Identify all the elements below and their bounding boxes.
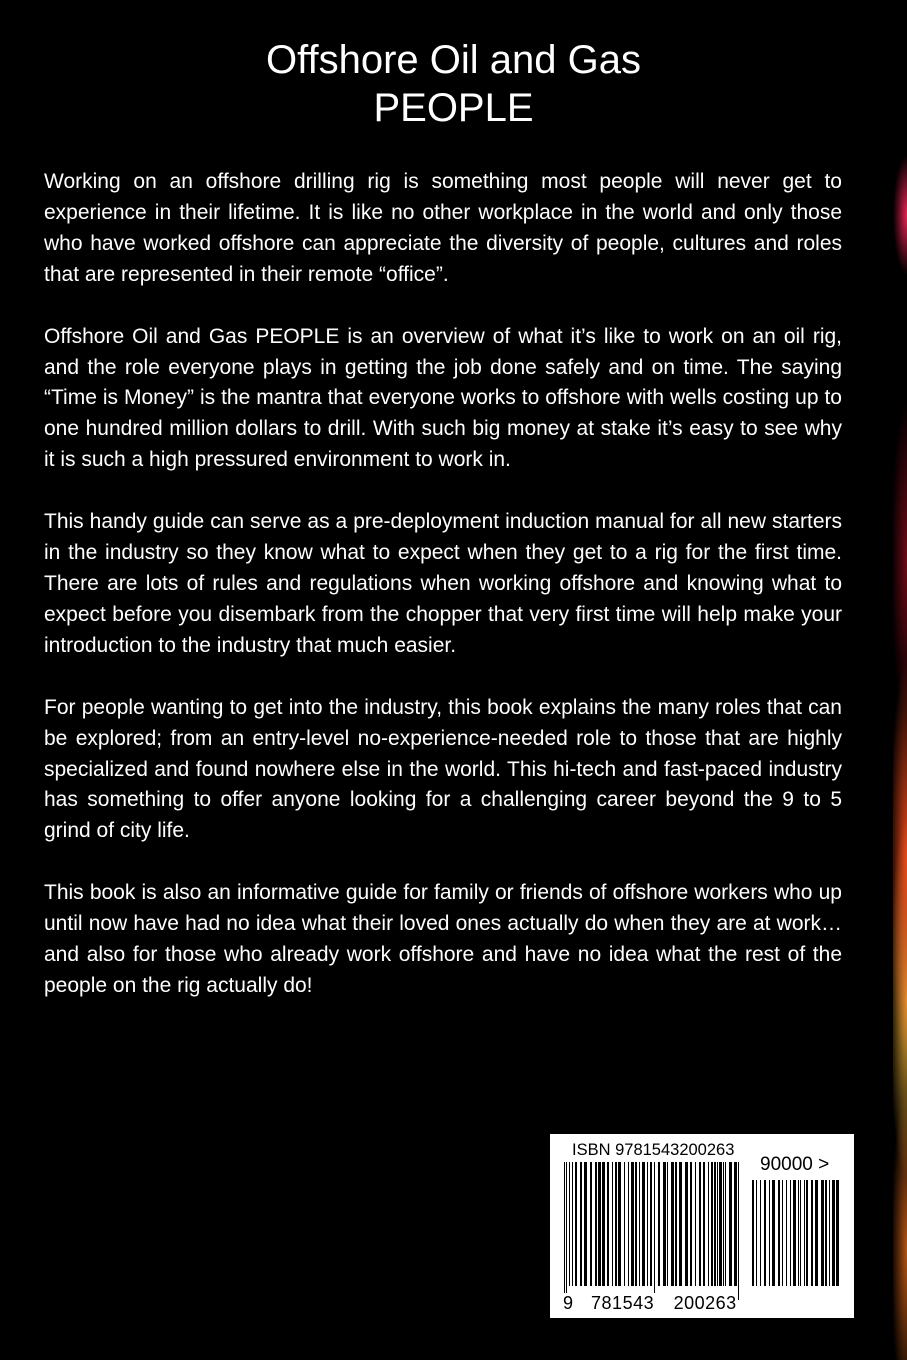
barcode-bar <box>778 1180 780 1286</box>
barcode-bar <box>815 1180 818 1286</box>
barcode-digits <box>562 1293 738 1314</box>
barcode-bar <box>790 1180 791 1286</box>
barcode-bar <box>714 1162 716 1286</box>
barcode-bar <box>772 1180 775 1286</box>
barcode-bar <box>703 1162 705 1286</box>
barcode-bar <box>756 1180 757 1286</box>
barcode-bar <box>580 1162 582 1286</box>
isbn-barcode <box>550 1134 854 1318</box>
isbn-label: ISBN 9781543200263 <box>572 1141 735 1159</box>
barcode-bar <box>628 1162 629 1286</box>
edge-glow-decoration <box>893 0 907 1360</box>
barcode-bar <box>639 1162 640 1286</box>
barcode-bar <box>667 1162 668 1286</box>
barcode-bar <box>615 1162 617 1286</box>
barcode-bar <box>782 1180 783 1286</box>
blurb <box>44 167 842 1033</box>
barcode-bar <box>564 1162 565 1300</box>
blurb-paragraph-1: Working on an offshore drilling rig is something most people will never get to experience in their lifetime. It is like no other workplace in the world and only those who have worked offshore can appreciate the diversity of people, cultures and roles that are represented in their remote “office”. <box>44 170 842 286</box>
barcode-bar <box>723 1162 724 1286</box>
barcode-bar <box>658 1162 660 1286</box>
barcode-bar <box>590 1162 592 1286</box>
barcode-bar <box>695 1162 696 1286</box>
barcode-bar <box>811 1180 813 1286</box>
barcode-bar <box>663 1162 666 1286</box>
barcode-first-digit: 9 <box>563 1293 574 1313</box>
barcode-bar <box>719 1162 722 1286</box>
barcode-bar <box>798 1180 799 1286</box>
barcode-bar <box>725 1162 726 1286</box>
barcode-bar <box>595 1162 597 1286</box>
barcode-bar <box>584 1162 587 1286</box>
addon-bars <box>752 1180 842 1300</box>
barcode-bar <box>612 1162 613 1286</box>
barcode-bar <box>690 1162 692 1286</box>
barcode-bar <box>624 1162 625 1286</box>
barcode-bar <box>618 1162 621 1286</box>
barcode-bar <box>654 1162 655 1300</box>
barcode-bar <box>760 1180 761 1286</box>
barcode-bar <box>729 1162 732 1286</box>
barcode-right-group: 200263 <box>673 1293 737 1313</box>
barcode-bar <box>825 1180 827 1286</box>
barcode-bar <box>832 1180 835 1286</box>
barcode-bar <box>793 1180 796 1286</box>
book-title-line-2: PEOPLE <box>373 86 534 130</box>
barcode-bar <box>650 1162 652 1286</box>
barcode-bar <box>642 1162 645 1286</box>
barcode-bar <box>602 1162 605 1286</box>
barcode-bar <box>569 1162 570 1286</box>
barcode-bar <box>675 1162 677 1286</box>
blurb-paragraph-3: This handy guide can serve as a pre-deployment induction manual for all new starters in the industry so they know what to expect when they get to a rig for the first time. There are lots of rules and regulations when working offshore and knowing what to expect before you disembark from the chopper that very first time will help make your introduction to the industry that much easier. <box>44 510 842 657</box>
barcode-bar <box>806 1180 808 1286</box>
barcode-bar <box>711 1162 713 1286</box>
barcode-bar <box>800 1180 801 1286</box>
barcode-bar <box>769 1180 770 1286</box>
barcode-bar <box>829 1180 830 1286</box>
barcode-bar <box>752 1180 754 1286</box>
barcode-bar <box>566 1162 567 1300</box>
barcode-bar <box>804 1180 805 1286</box>
blurb-paragraph-4: For people wanting to get into the industry, this book explains the many roles that can be explored; from an entry-level no-experience-needed role to those that are highly specialized and found nowhere else in the world. This hi-tech and fast-paced industry has something to offer anyone looking for a challenging career beyond the 9 to 5 grind of city life. <box>44 695 842 843</box>
barcode-bar <box>685 1162 688 1286</box>
book-title-line-1: Offshore Oil and Gas <box>266 38 641 82</box>
barcode-bar <box>699 1162 701 1286</box>
barcode-bar <box>679 1162 682 1286</box>
price-code: 90000 > <box>760 1154 830 1175</box>
barcode-bar <box>764 1180 766 1286</box>
barcode-bar <box>708 1162 709 1286</box>
barcode-bar <box>647 1162 648 1286</box>
barcode-bar <box>821 1180 824 1286</box>
barcode-bar <box>717 1162 718 1286</box>
barcode-bar <box>572 1162 573 1286</box>
barcode-bar <box>734 1162 737 1286</box>
barcode-bar <box>738 1162 739 1300</box>
barcode-bar <box>635 1162 637 1286</box>
barcode-bar <box>598 1162 601 1286</box>
barcode-bar <box>671 1162 674 1286</box>
blurb-paragraph-5: This book is also an informative guide for family or friends of offshore workers who up until now have had no idea what their loved ones actually do when they are at work…and also for those who already work offshore and have no idea what the rest of the people on the rig actually do! <box>44 881 842 997</box>
barcode-bar <box>786 1180 787 1286</box>
barcode-bar <box>575 1162 577 1286</box>
barcode-bar <box>836 1180 839 1286</box>
book-title <box>0 36 907 132</box>
barcode-bar <box>631 1162 634 1286</box>
barcode-bar <box>607 1162 609 1286</box>
barcode-left-group: 781543 <box>591 1293 655 1313</box>
ean13-bars <box>564 1162 742 1300</box>
blurb-paragraph-2: Offshore Oil and Gas PEOPLE is an overview of what it’s like to work on an oil rig, and the role everyone plays in getting the job done safely and on time. The saying “Time is Money” is the mantra that everyone works to offshore with wells costing up to one hundred million dollars to drill. With such big money at stake it’s easy to see why it is such a high pressured environment to work in. <box>44 324 842 472</box>
